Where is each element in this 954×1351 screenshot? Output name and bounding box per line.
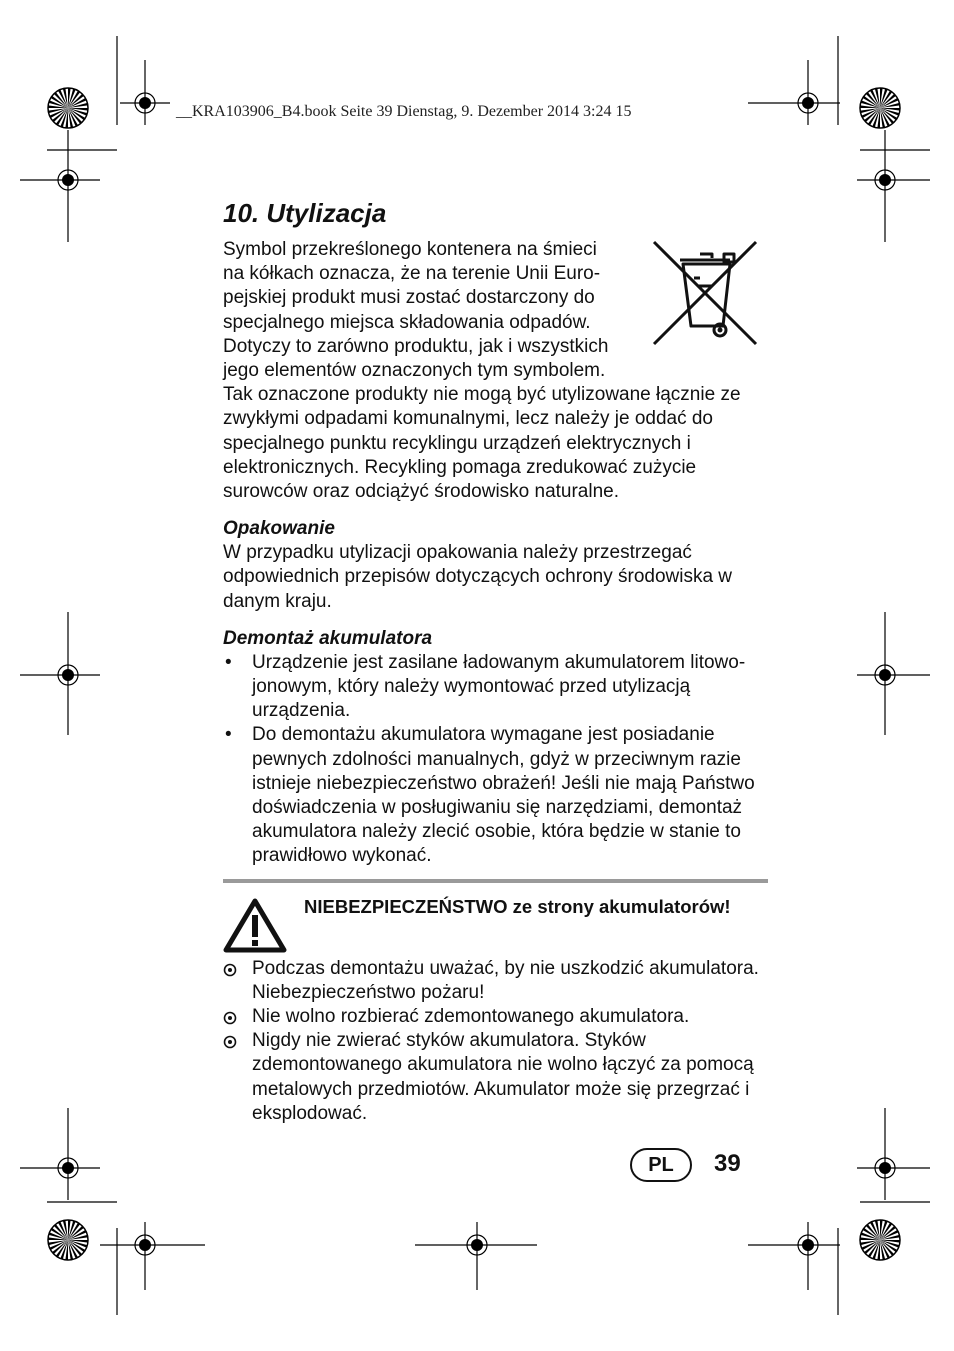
warning-title: NIEBEZPIECZEŃSTWO ze strony akumulatorów! — [304, 895, 731, 917]
page-number: 39 — [714, 1150, 741, 1177]
language-badge: PL — [630, 1148, 692, 1182]
list-item — [223, 1005, 768, 1029]
intro-line: jego elementów oznaczonych tym symbolem. — [223, 360, 606, 382]
warning-list — [223, 957, 768, 1126]
warning-triangle-icon — [223, 897, 287, 953]
circle-dot-icon — [223, 963, 237, 977]
intro-paragraph — [223, 238, 768, 504]
registration-target-icon — [860, 1220, 900, 1260]
dismantle-heading: Demontaż akumulatora — [223, 627, 433, 649]
intro-line: na kółkach oznacza, że na terenie Unii Euro- — [223, 263, 601, 285]
packaging-heading: Opakowanie — [223, 518, 335, 540]
list-item: • Do demontażu akumulatora wymagane jest posiadanie pewnych zdolności manualnych, gdyż w przeciwnym razie istnieje niebezpieczeństwo obrażeń! Jeśli nie mają Państwo doświadczenia w posługiwaniu się narzędziami, demontaż akumulatora należy zlecić osobie, która będzie w stanie to prawidłowo wykonać. — [223, 723, 768, 868]
dismantle-list — [223, 651, 768, 869]
registration-target-icon — [860, 88, 900, 128]
intro-line: pejskiej produkt musi zostać dostarczony do — [223, 287, 595, 309]
registration-target-icon — [48, 1220, 88, 1260]
intro-line: specjalnego miejsca składowania odpadów. — [223, 311, 591, 333]
crossed-out-wheelie-bin-icon — [650, 238, 760, 350]
list-item — [223, 1029, 768, 1126]
circle-dot-icon — [223, 1035, 237, 1049]
circle-dot-icon — [223, 1011, 237, 1025]
list-item — [223, 957, 768, 1005]
page-content — [223, 196, 768, 1126]
intro-continued: Tak oznaczone produkty nie mogą być utylizowane łącznie ze zwykłymi odpadami komunalnymi, lecz należy je oddać do specjalnego punktu recyklingu urządzeń elektrycznych i elektronicznych. Recykling pomaga zredukować zużycie surowców oraz odciążyć środowisko naturalne. — [223, 384, 741, 503]
list-item: • Urządzenie jest zasilane ładowanym akumulatorem litowo-jonowym, który należy wymontować przed utylizacją urządzenia. — [223, 651, 768, 724]
registration-target-icon — [48, 88, 88, 128]
intro-line: Dotyczy to zarówno produktu, jak i wszystkich — [223, 335, 609, 357]
warning-item-text: Podczas demontażu uważać, by nie uszkodzić akumulatora. Niebezpieczeństwo pożaru! — [252, 957, 759, 1003]
intro-line: Symbol przekreślonego kontenera na śmieci — [223, 239, 597, 260]
file-info-header: __KRA103906_B4.book Seite 39 Dienstag, 9. Dezember 2014 3:24 15 — [176, 103, 632, 120]
section-divider — [223, 879, 768, 883]
packaging-text: W przypadku utylizacji opakowania należy przestrzegać odpowiednich przepisów dotyczących ochrony środowiska w danym kraju. — [223, 542, 733, 612]
warning-header — [223, 895, 768, 951]
warning-item-text: Nie wolno rozbierać zdemontowanego akumulatora. — [252, 1006, 690, 1028]
warning-item-text: Nigdy nie zwierać styków akumulatora. Styków zdemontowanego akumulatora nie wolno łączyć za pomocą metalowych przedmiotów. Akumulator może się przegrzać i eksplodować. — [252, 1030, 754, 1124]
section-title: 10. Utylizacja — [223, 198, 387, 228]
